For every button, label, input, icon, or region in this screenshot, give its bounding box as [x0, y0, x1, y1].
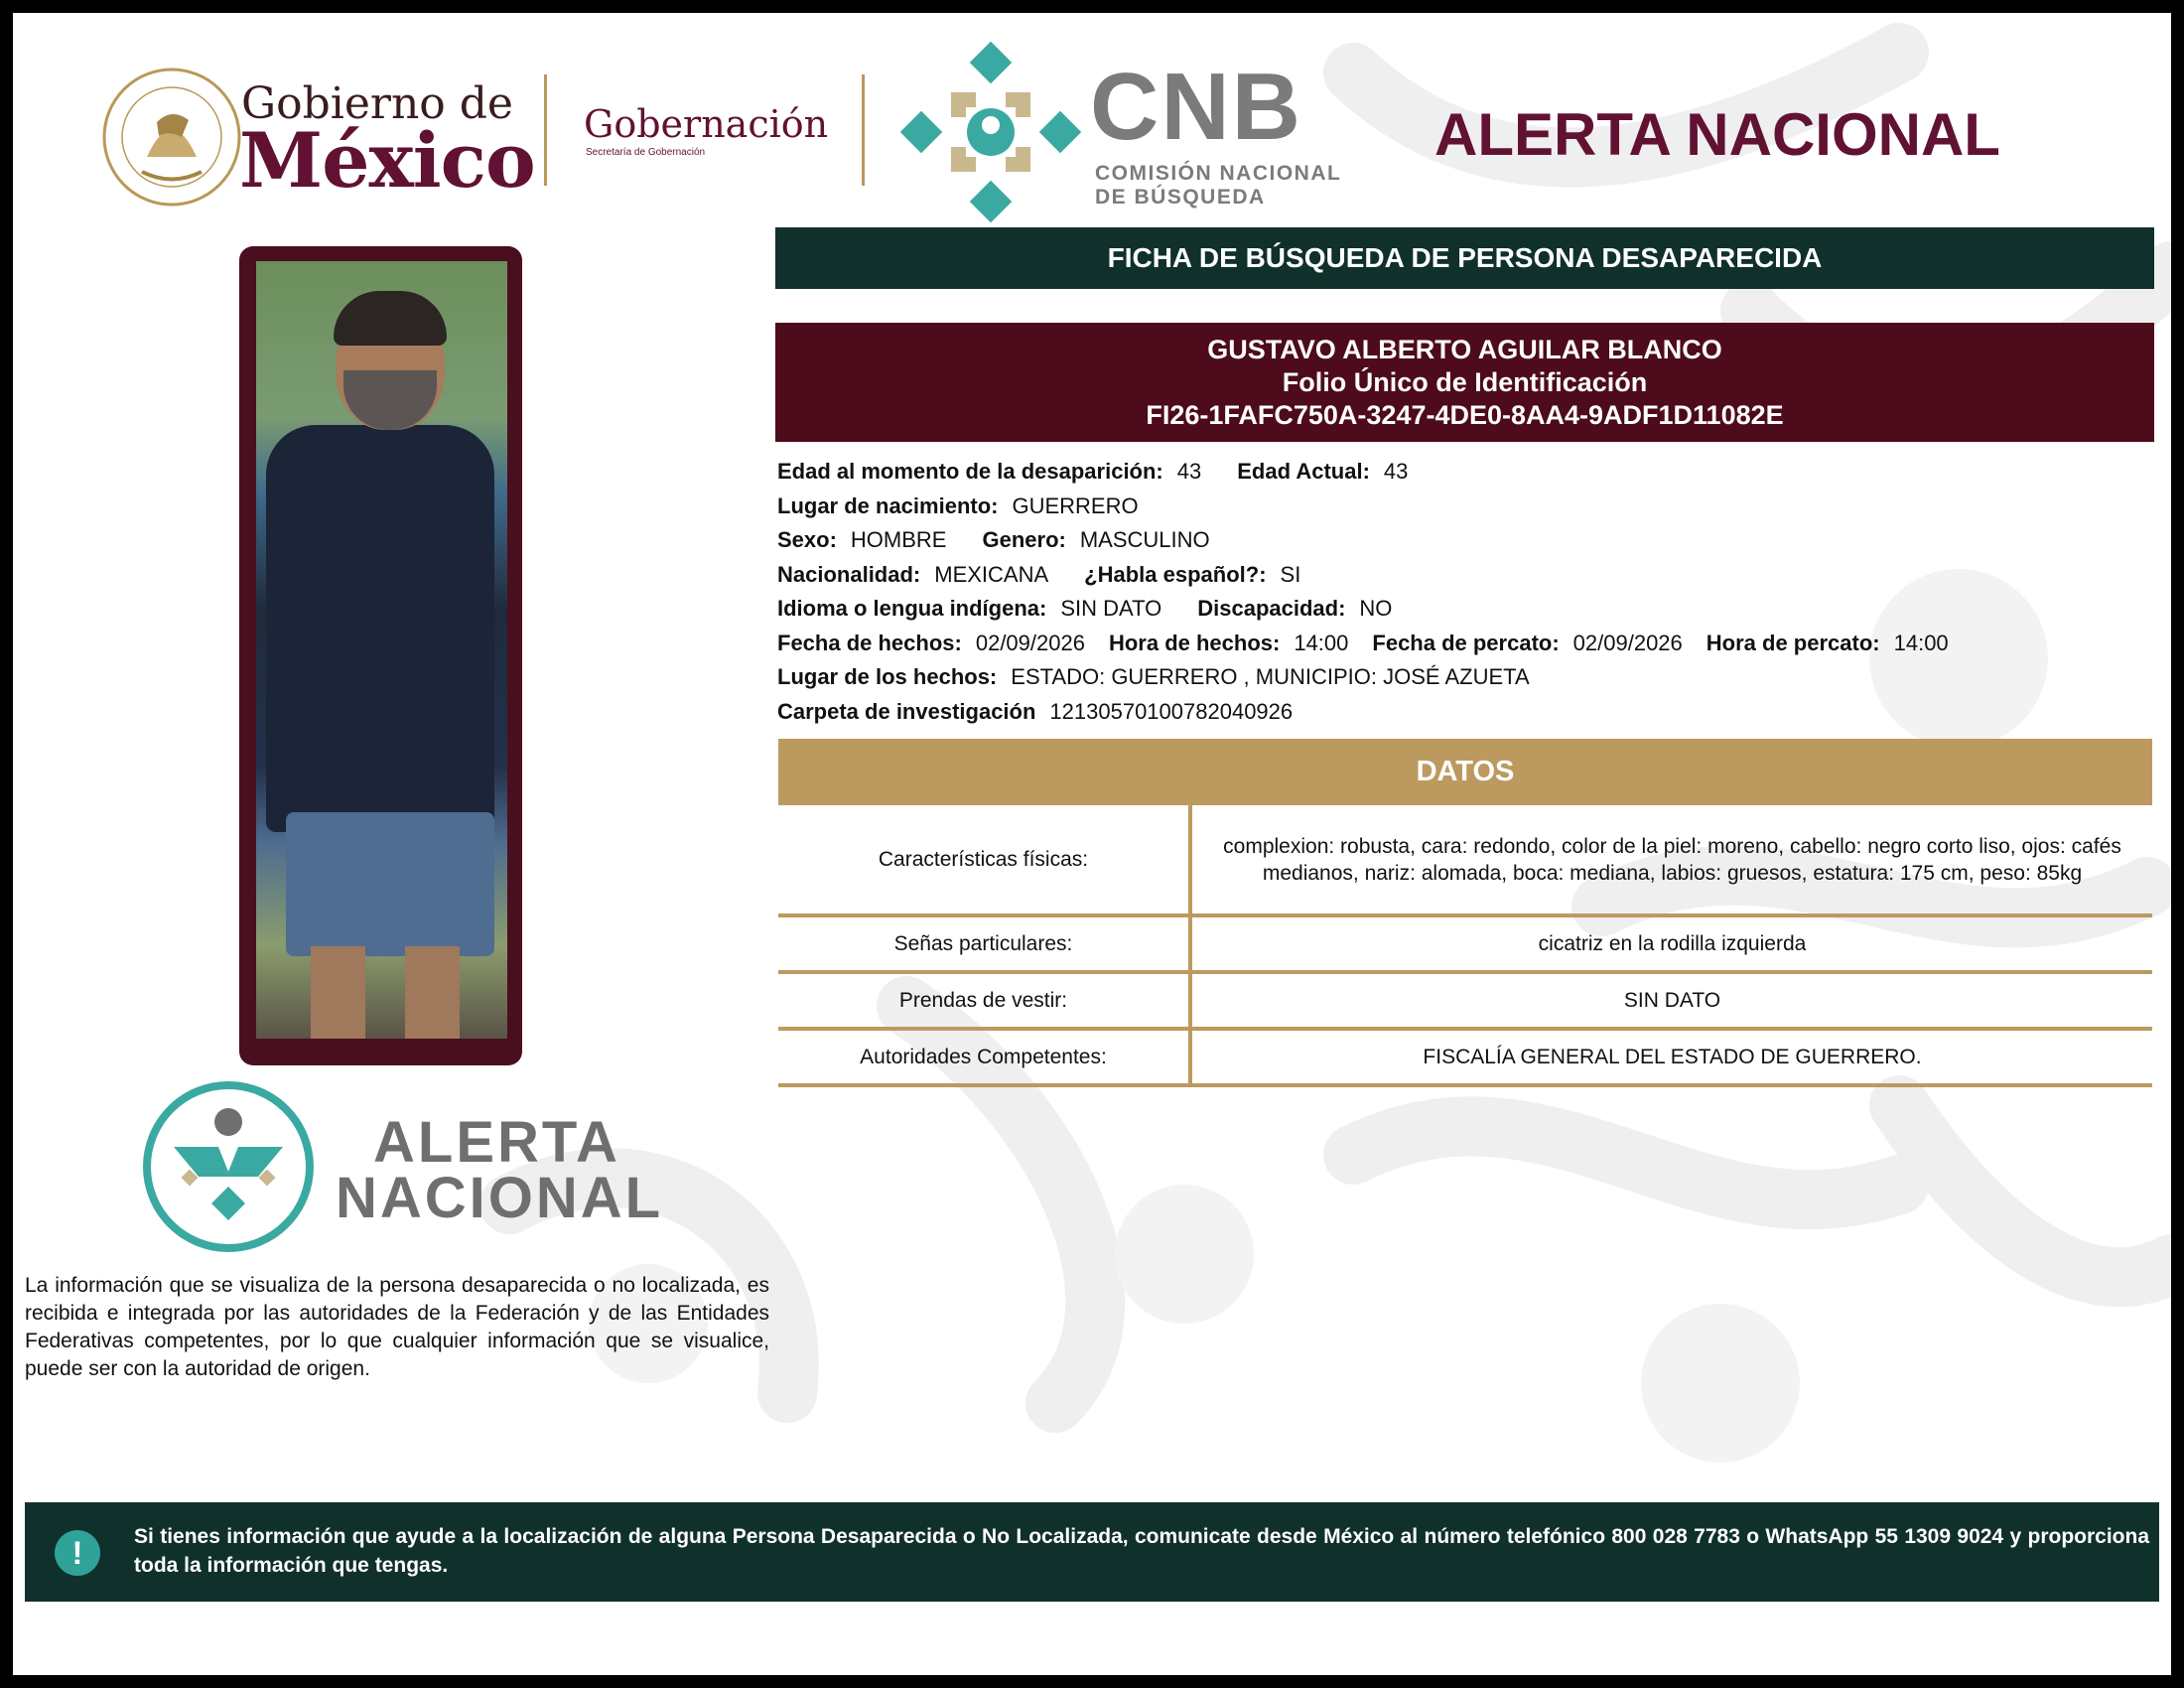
alerta-nacional-logo-icon: [139, 1077, 318, 1256]
datos-label: Señas particulares:: [778, 915, 1190, 972]
cnb-fullname: [1095, 162, 1341, 210]
datos-header: [778, 739, 2152, 805]
alerta-line1: ALERTA: [373, 1110, 620, 1175]
field-value: 14:00: [1893, 630, 1949, 655]
field-value: MASCULINO: [1079, 527, 1210, 553]
disclaimer-text: La información que se visualiza de la persona desaparecida o no localizada, es recibida e integrada por las autoridades de la Federación y de las Entidades Federativas competentes, por lo que cualquier información que se visualice, puede ser con la autoridad de origen.: [25, 1274, 769, 1380]
field-value: 02/09/2026: [1572, 630, 1683, 655]
field-label: Hora de hechos:: [1108, 630, 1281, 655]
datos-label: Prendas de vestir:: [778, 972, 1190, 1029]
field-row: [777, 695, 2157, 730]
field-row: [777, 490, 2157, 524]
field-label: Genero:: [982, 527, 1066, 553]
search-sheet: [13, 13, 2171, 1675]
field-label: Edad al momento de la desaparición:: [777, 459, 1163, 485]
field-label: Lugar de nacimiento:: [777, 492, 999, 518]
field-label: Idioma o lengua indígena:: [777, 596, 1047, 622]
gobierno-line1: Gobierno de: [241, 78, 513, 129]
field-label: Lugar de los hechos:: [777, 664, 998, 690]
cnb-line2: DE BÚSQUEDA: [1095, 186, 1266, 209]
datos-value: complexion: robusta, cara: redondo, color de la piel: moreno, cabello: negro corto liso, ojos: cafés medianos, nariz: alomada, boca: mediana, labios: gruesos, estatura: 175 cm, peso: 85kg: [1223, 834, 2121, 885]
datos-value: SIN DATO: [1623, 989, 1721, 1012]
field-value: NO: [1359, 596, 1393, 622]
field-label: Discapacidad:: [1197, 596, 1346, 622]
field-label: Carpeta de investigación: [777, 698, 1036, 724]
table-row: [778, 972, 2152, 1029]
datos-value: cicatriz en la rodilla izquierda: [1538, 932, 1807, 955]
gobernacion-subtitle: Secretaría de Gobernación: [586, 147, 706, 158]
field-label: ¿Habla español?:: [1084, 561, 1267, 587]
field-value: 14:00: [1294, 630, 1349, 655]
folio-number: FI26-1FAFC750A-3247-4DE0-8AA4-9ADF1D11082E: [1146, 399, 1784, 430]
field-label: Nacionalidad:: [777, 561, 921, 587]
field-value: SIN DATO: [1060, 596, 1162, 622]
person-name: GUSTAVO ALBERTO AGUILAR BLANCO: [1207, 334, 1722, 364]
contact-info-text: Si tienes información que ayude a la localización de alguna Persona Desaparecida o No Localizada, comunicate desde México al número telefónico 800 028 7783 o WhatsApp 55 1309 9024 y proporciona toda la información que tengas.: [134, 1525, 2149, 1577]
person-name-box: [775, 323, 2154, 442]
ficha-title: FICHA DE BÚSQUEDA DE PERSONA DESAPARECIDA: [1107, 242, 1823, 273]
datos-table: [778, 805, 2152, 1087]
alert-title: ALERTA NACIONAL: [1434, 101, 2000, 168]
datos-label: Características físicas:: [778, 805, 1190, 915]
field-row: [777, 627, 2157, 661]
field-value: 02/09/2026: [975, 630, 1085, 655]
field-label: Hora de percato:: [1706, 630, 1880, 655]
field-value: MEXICANA: [934, 561, 1049, 587]
alerta-line2: NACIONAL: [336, 1166, 664, 1230]
datos-title: DATOS: [1416, 756, 1515, 787]
field-label: Fecha de percato:: [1372, 630, 1560, 655]
gobierno-line2: México: [239, 116, 535, 205]
header-divider: [862, 74, 865, 186]
field-row: [777, 455, 2157, 490]
cnb-logo-icon: [896, 38, 1085, 226]
field-value: ESTADO: GUERRERO , MUNICIPIO: JOSÉ AZUETA: [1011, 664, 1530, 690]
field-value: 12130570100782040926: [1049, 698, 1294, 724]
cnb-acronym: CNB: [1090, 54, 1302, 160]
cnb-line1: COMISIÓN NACIONAL: [1095, 162, 1342, 185]
field-row: [777, 558, 2157, 593]
field-value: SI: [1280, 561, 1301, 587]
ficha-title-bar: [775, 227, 2154, 289]
table-row: [778, 805, 2152, 915]
field-value: 43: [1176, 459, 1202, 485]
header-divider: [544, 74, 547, 186]
person-photo: [256, 261, 507, 1039]
gobernacion-name: Gobernación: [584, 102, 829, 146]
field-value: GUERRERO: [1012, 492, 1139, 518]
field-value: HOMBRE: [850, 527, 947, 553]
field-row: [777, 523, 2157, 558]
mexico-seal-icon: [97, 63, 246, 211]
table-row: [778, 1029, 2152, 1085]
datos-label: Autoridades Competentes:: [778, 1029, 1190, 1085]
field-label: Sexo:: [777, 527, 837, 553]
table-row: [778, 915, 2152, 972]
folio-label: Folio Único de Identificación: [1282, 366, 1648, 397]
exclamation-icon: !: [55, 1530, 100, 1576]
field-label: Fecha de hechos:: [777, 630, 962, 655]
field-label: Edad Actual:: [1237, 459, 1370, 485]
datos-value: FISCALÍA GENERAL DEL ESTADO DE GUERRERO.: [1423, 1046, 1922, 1068]
alerta-nacional-wordmark: [336, 1110, 664, 1230]
field-value: 43: [1383, 459, 1409, 485]
field-row: [777, 660, 2157, 695]
person-fields: [777, 455, 2157, 729]
field-row: [777, 592, 2157, 627]
